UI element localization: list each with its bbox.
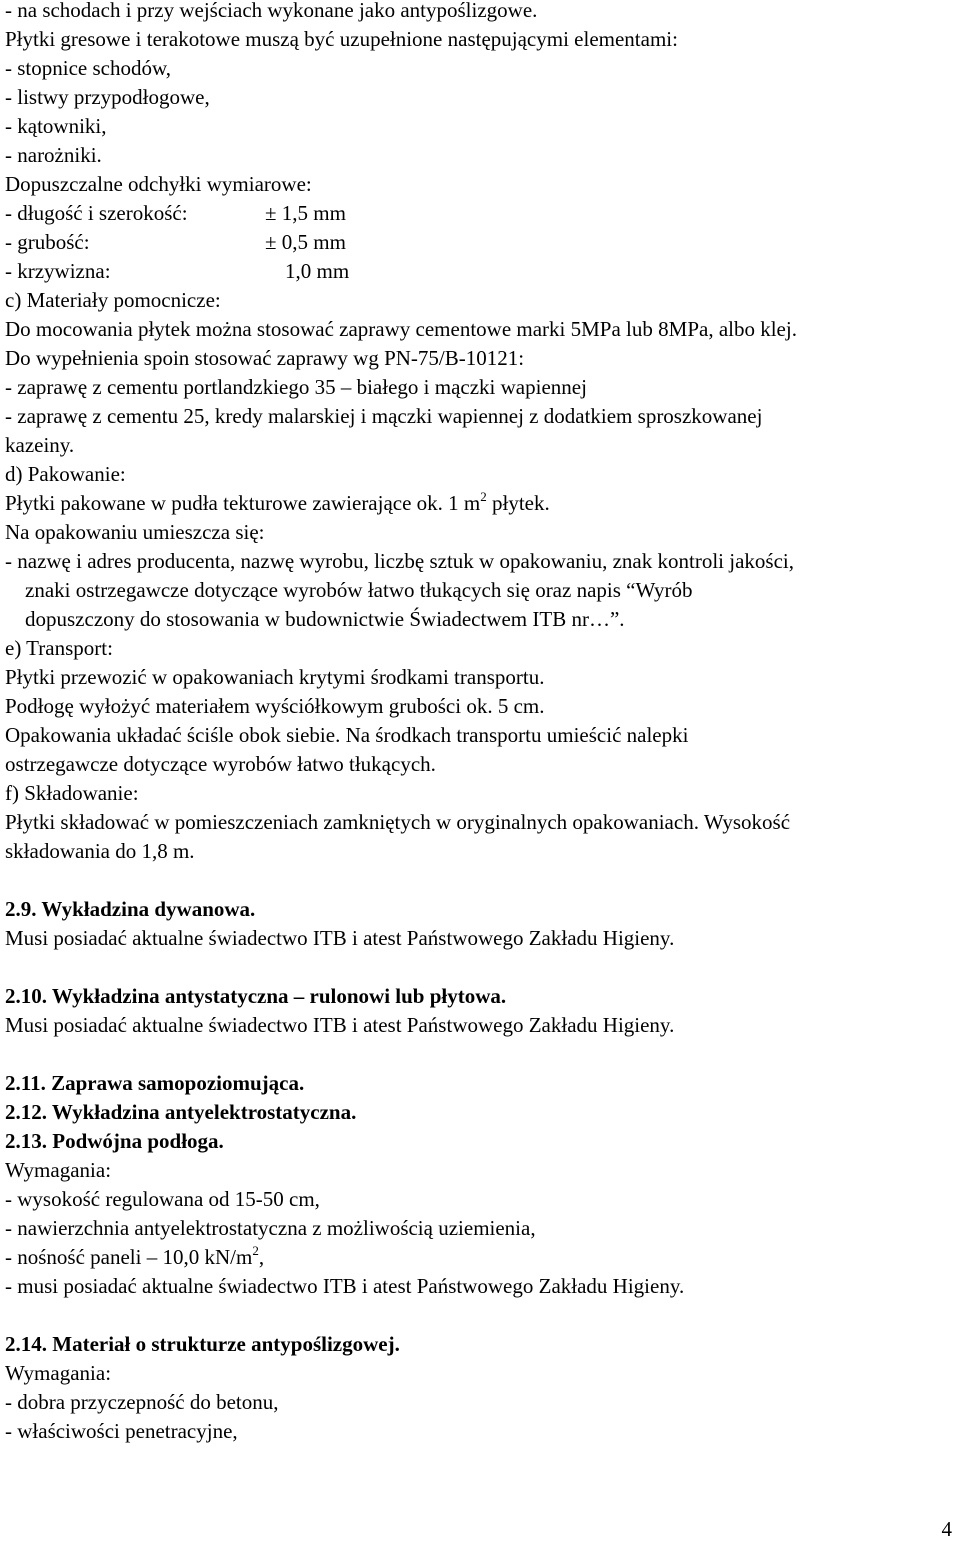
tolerance-row bbox=[5, 257, 955, 286]
packing-text: Płytki pakowane w pudła tekturowe zawierające ok. 1 m bbox=[5, 491, 481, 515]
superscript: 2 bbox=[480, 489, 487, 504]
text-line: Podłogę wyłożyć materiałem wyściółkowym grubości ok. 5 cm. bbox=[5, 694, 545, 718]
packing-line bbox=[5, 489, 955, 518]
text-line: d) Pakowanie: bbox=[5, 462, 126, 486]
list-item: - nawierzchnia antyelektrostatyczna z możliwością uziemienia, bbox=[5, 1216, 536, 1240]
list-item: - dobra przyczepność do betonu, bbox=[5, 1390, 279, 1414]
text-line: - na schodach i przy wejściach wykonane jako antypoślizgowe. bbox=[5, 0, 538, 22]
text-line: ostrzegawcze dotyczące wyrobów łatwo tłukących. bbox=[5, 752, 436, 776]
text-line: Dopuszczalne odchyłki wymiarowe: bbox=[5, 172, 312, 196]
list-item-continuation: znaki ostrzegawcze dotyczące wyrobów łatwo tłukących się oraz napis “Wyrób bbox=[25, 578, 693, 602]
requirements-label: Wymagania: bbox=[5, 1361, 112, 1385]
page-number: 4 bbox=[941, 1517, 952, 1541]
text-line: kazeiny. bbox=[5, 433, 75, 457]
list-item: - musi posiadać aktualne świadectwo ITB i atest Państwowego Zakładu Higieny. bbox=[5, 1274, 685, 1298]
load-text: - nośność paneli – 10,0 kN/m bbox=[5, 1245, 253, 1269]
document-body bbox=[5, 0, 955, 1446]
text-line: Opakowania układać ściśle obok siebie. Na środkach transportu umieścić nalepki bbox=[5, 723, 689, 747]
text-line: Płytki składować w pomieszczeniach zamkniętych w oryginalnych opakowaniach. Wysokość bbox=[5, 810, 791, 834]
section-heading: 2.11. Zaprawa samopoziomująca. bbox=[5, 1071, 305, 1095]
tolerance-label: - długość i szerokość: bbox=[5, 201, 188, 225]
list-item bbox=[5, 1243, 955, 1272]
spacer bbox=[5, 1301, 955, 1330]
list-item: - właściwości penetracyjne, bbox=[5, 1419, 238, 1443]
section-heading: 2.12. Wykładzina antyelektrostatyczna. bbox=[5, 1100, 357, 1124]
text-line: Do wypełnienia spoin stosować zaprawy wg PN-75/B-10121: bbox=[5, 346, 525, 370]
section-heading: 2.13. Podwójna podłoga. bbox=[5, 1129, 224, 1153]
list-item: - listwy przypodłogowe, bbox=[5, 85, 210, 109]
text-line: Płytki przewozić w opakowaniach krytymi środkami transportu. bbox=[5, 665, 545, 689]
tolerance-value: ± 0,5 mm bbox=[265, 230, 346, 254]
tolerance-label: - grubość: bbox=[5, 230, 90, 254]
list-item: - kątowniki, bbox=[5, 114, 107, 138]
packing-tail: płytek. bbox=[486, 491, 550, 515]
spacer bbox=[5, 866, 955, 895]
load-tail: , bbox=[258, 1245, 265, 1269]
list-item: - nazwę i adres producenta, nazwę wyrobu, liczbę sztuk w opakowaniu, znak kontroli jakości, bbox=[5, 549, 794, 573]
tolerance-value: 1,0 mm bbox=[285, 259, 350, 283]
list-item: - stopnice schodów, bbox=[5, 56, 172, 80]
list-item: - wysokość regulowana od 15-50 cm, bbox=[5, 1187, 320, 1211]
tolerance-row bbox=[5, 228, 955, 257]
text-line: e) Transport: bbox=[5, 636, 113, 660]
list-item-continuation: dopuszczony do stosowania w budownictwie Świadectwem ITB nr…”. bbox=[25, 607, 625, 631]
requirements-label: Wymagania: bbox=[5, 1158, 112, 1182]
tolerance-label: - krzywizna: bbox=[5, 259, 111, 283]
text-line: Musi posiadać aktualne świadectwo ITB i atest Państwowego Zakładu Higieny. bbox=[5, 926, 675, 950]
text-line: Płytki gresowe i terakotowe muszą być uzupełnione następującymi elementami: bbox=[5, 27, 678, 51]
text-line: Musi posiadać aktualne świadectwo ITB i atest Państwowego Zakładu Higieny. bbox=[5, 1013, 675, 1037]
list-item: - zaprawę z cementu portlandzkiego 35 – białego i mączki wapiennej bbox=[5, 375, 587, 399]
section-heading: 2.14. Materiał o strukturze antypoślizgowej. bbox=[5, 1332, 400, 1356]
list-item: - narożniki. bbox=[5, 143, 102, 167]
spacer bbox=[5, 1040, 955, 1069]
text-line: Na opakowaniu umieszcza się: bbox=[5, 520, 265, 544]
section-heading: 2.10. Wykładzina antystatyczna – rulonowi lub płytowa. bbox=[5, 984, 507, 1008]
superscript: 2 bbox=[252, 1243, 259, 1258]
text-line: Do mocowania płytek można stosować zaprawy cementowe marki 5MPa lub 8MPa, albo klej. bbox=[5, 317, 797, 341]
text-line: c) Materiały pomocnicze: bbox=[5, 288, 221, 312]
tolerance-value: ± 1,5 mm bbox=[265, 201, 346, 225]
section-heading: 2.9. Wykładzina dywanowa. bbox=[5, 897, 256, 921]
text-line: f) Składowanie: bbox=[5, 781, 139, 805]
tolerance-row bbox=[5, 199, 955, 228]
spacer bbox=[5, 953, 955, 982]
text-line: składowania do 1,8 m. bbox=[5, 839, 195, 863]
list-item: - zaprawę z cementu 25, kredy malarskiej i mączki wapiennej z dodatkiem sproszkowanej bbox=[5, 404, 763, 428]
